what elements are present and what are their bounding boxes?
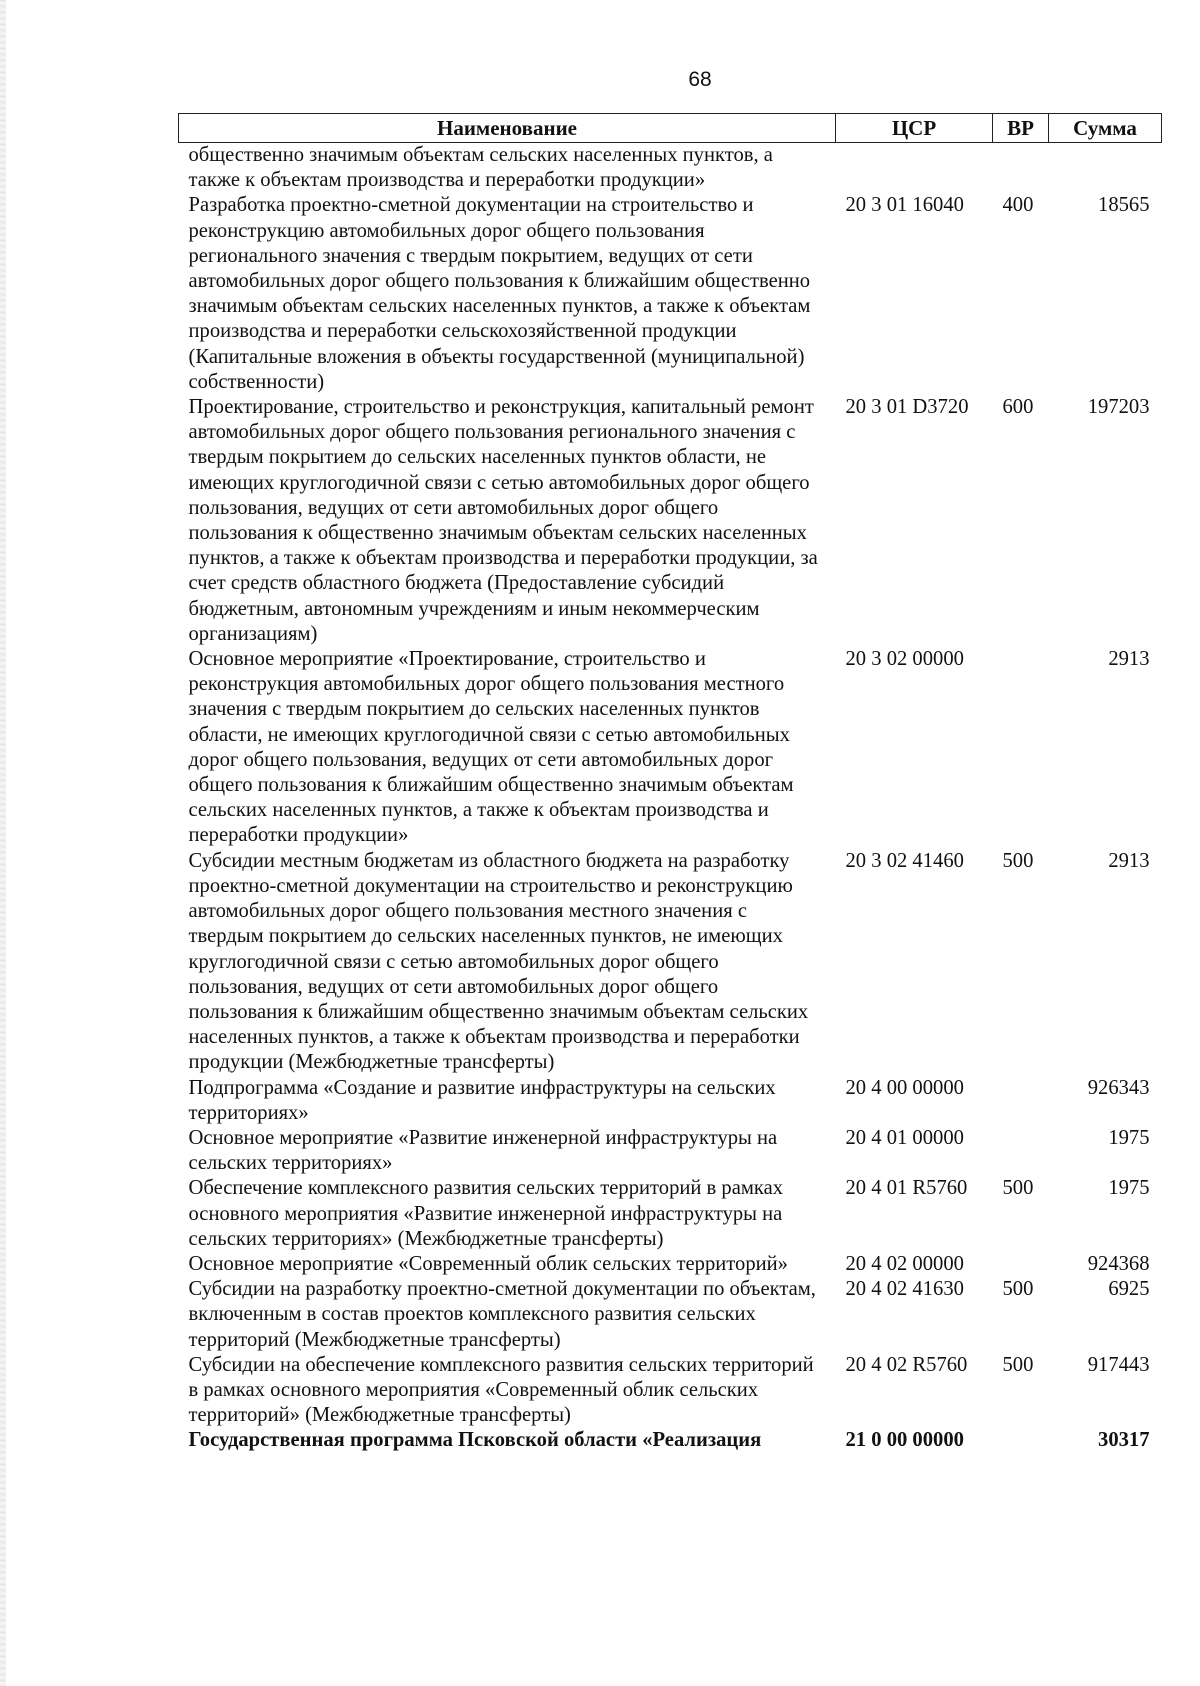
row-sum: [1049, 143, 1162, 194]
row-name: Обеспечение комплексного развития сельских территорий в рамках основного мероприятия «Развитие инженерной инфраструктуры на сельских территориях» (Межбюджетные трансферты): [188, 1177, 784, 1250]
header-csr: ЦСР: [836, 114, 993, 143]
row-sum: 18565: [1098, 194, 1150, 217]
header-vr: ВР: [993, 114, 1049, 143]
row-name: Основное мероприятие «Современный облик сельских территорий»: [188, 1252, 788, 1275]
table-row: [179, 1126, 1162, 1176]
table-row: [179, 1428, 1162, 1453]
row-name: Субсидии местным бюджетам из областного бюджета на разработку проектно-сметной документации на строительство и реконструкцию автомобильных дорог общего пользования местного значения с твердым покрытием до сельских населенных пунктов, не имеющих круглогодичной связи с сетью автомобильных дорог общего пользования, ведущих от сети автомобильных дорог общего пользования к ближайшим общественно значимым объектам сельских населенных пунктов, а также к объектам производства и переработки продукции (Межбюджетные трансферты): [188, 849, 809, 1074]
table-row: [179, 395, 1162, 647]
row-vr-code: 400: [1002, 194, 1034, 217]
page-number: 68: [688, 68, 712, 91]
table-row: [179, 1252, 1162, 1277]
row-name: Субсидии на разработку проектно-сметной документации по объектам, включенным в состав проектов комплексного развития сельских территорий (Межбюджетные трансферты): [188, 1278, 816, 1351]
row-name: Подпрограмма «Создание и развитие инфраструктуры на сельских территориях»: [188, 1076, 776, 1124]
row-vr-code: [993, 1126, 1049, 1176]
row-name: Государственная программа Псковской области «Реализация: [188, 1429, 762, 1452]
row-sum: 1975: [1108, 1126, 1150, 1149]
row-csr-code: 20 4 01 00000: [845, 1126, 964, 1149]
row-name: Субсидии на обеспечение комплексного развития сельских территорий в рамках основного мероприятия «Современный облик сельских территорий» (Межбюджетные трансферты): [188, 1353, 814, 1427]
row-sum: 2913: [1108, 849, 1150, 872]
row-csr-code: 20 3 02 00000: [845, 648, 964, 671]
row-sum: 924368: [1087, 1252, 1150, 1275]
row-name: Проектирование, строительство и реконструкция, капитальный ремонт автомобильных дорог общего пользования регионального значения с твердым покрытием до сельских населенных пунктов области, не имеющих круглогодичной связи с сетью автомобильных дорог общего пользования, ведущих от сети автомобильных дорог общего пользования к общественно значимым объектам сельских населенных пунктов, а также к объектам производства и переработки продукции, за счет средств областного бюджета (Предоставление субсидий бюджетным, автономным учреждениям и иным некоммерческим организациям): [188, 396, 818, 645]
row-csr-code: 21 0 00 00000: [845, 1429, 964, 1452]
row-sum: 30317: [1098, 1429, 1150, 1452]
row-sum: 917443: [1087, 1353, 1150, 1376]
table-row: [179, 647, 1162, 849]
row-csr-code: 20 4 01 R5760: [845, 1177, 968, 1200]
row-sum: 1975: [1108, 1177, 1150, 1200]
row-vr-code: [993, 1428, 1049, 1453]
row-vr-code: [993, 1252, 1049, 1277]
row-vr-code: 500: [1002, 849, 1034, 872]
row-csr-code: 20 4 02 41630: [845, 1278, 964, 1301]
row-sum: 6925: [1108, 1278, 1150, 1301]
row-sum: 2913: [1108, 648, 1150, 671]
row-csr-code: [836, 143, 993, 194]
row-name: Основное мероприятие «Проектирование, строительство и реконструкция автомобильных дорог общего пользования местного значения с твердым покрытием до сельских населенных пунктов области, не имеющих круглогодичной связи с сетью автомобильных дорог общего пользования, ведущих от сети автомобильных дорог общего пользования к ближайшим общественно значимым объектам сельских населенных пунктов, а также к объектам производства и переработки продукции»: [188, 648, 794, 847]
table-row: [179, 143, 1162, 194]
row-csr-code: 20 3 01 D3720: [845, 396, 969, 419]
row-vr-code: [993, 143, 1049, 194]
row-csr-code: 20 3 01 16040: [845, 194, 964, 217]
table-row: [179, 1076, 1162, 1126]
header-sum: Сумма: [1049, 114, 1162, 143]
table-row: [179, 1353, 1162, 1429]
row-name: Основное мероприятие «Развитие инженерной инфраструктуры на сельских территориях»: [188, 1126, 778, 1175]
row-name: общественно значимым объектам сельских населенных пунктов, а также к объектам производства и переработки продукции»: [188, 144, 773, 192]
row-vr-code: 500: [1002, 1278, 1034, 1301]
row-csr-code: 20 4 02 00000: [845, 1252, 964, 1275]
row-vr-code: 600: [1002, 396, 1034, 419]
table-header: [179, 114, 1162, 143]
row-vr-code: 500: [1002, 1353, 1034, 1376]
table-row: [179, 1277, 1162, 1353]
header-row: [179, 114, 1162, 143]
row-name: Разработка проектно-сметной документации на строительство и реконструкцию автомобильных дорог общего пользования регионального значения с твердым покрытием, ведущих от сети автомобильных дорог общего пользования к ближайшим общественно значимым объектам сельских населенных пунктов, а также к объектам производства и переработки сельскохозяйственной продукции (Капитальные вложения в объекты государственной (муниципальной) собственности): [188, 194, 811, 393]
row-vr-code: 500: [1002, 1177, 1034, 1200]
row-vr-code: [993, 1076, 1049, 1126]
row-vr-code: [993, 647, 1049, 849]
row-csr-code: 20 3 02 41460: [845, 849, 964, 872]
budget-table: [178, 113, 1162, 1454]
row-sum: 926343: [1087, 1076, 1150, 1099]
row-csr-code: 20 4 00 00000: [845, 1076, 964, 1099]
table-row: [179, 193, 1162, 395]
scan-edge: [0, 0, 6, 1686]
header-name: Наименование: [179, 114, 836, 143]
table-body: [179, 143, 1162, 1454]
table-row: [179, 1176, 1162, 1252]
table-row: [179, 849, 1162, 1076]
row-csr-code: 20 4 02 R5760: [845, 1353, 968, 1376]
row-sum: 197203: [1087, 396, 1150, 419]
